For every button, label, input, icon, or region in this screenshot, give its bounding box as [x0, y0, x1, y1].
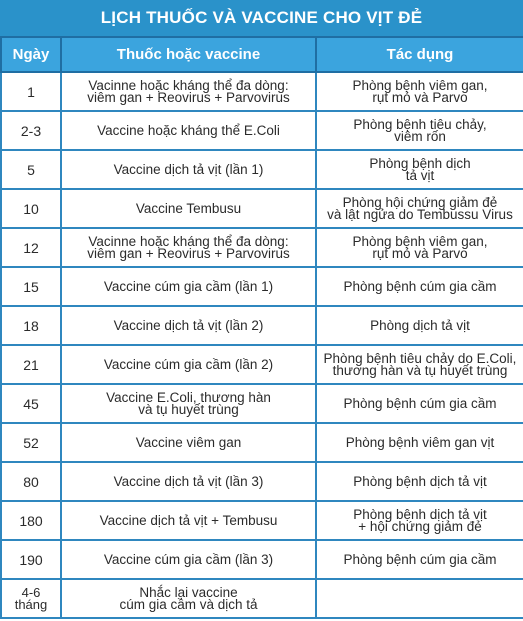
table-row	[1, 189, 523, 228]
day-cell	[1, 189, 61, 228]
medicine-cell-line: viêm gan + Reovirus + Parvovirus	[87, 89, 290, 105]
medicine-cell-line: Vaccine dịch tả vịt (lần 1)	[113, 161, 264, 177]
day-cell	[1, 501, 61, 540]
effect-cell-line: Phòng bệnh viêm gan,	[352, 77, 488, 93]
table-row	[1, 462, 523, 501]
medicine-cell-line: Vacinne hoặc kháng thể đa dòng:	[88, 77, 289, 93]
day-cell-text: 1	[27, 83, 35, 100]
table-row	[1, 111, 523, 150]
effect-cell-line: Phòng bệnh viêm gan,	[352, 233, 488, 249]
medicine-cell-line: Vaccine cúm gia cầm (lần 2)	[103, 356, 274, 372]
medicine-cell	[61, 501, 316, 540]
effect-cell	[316, 579, 523, 618]
effect-cell	[316, 345, 523, 384]
medicine-cell	[61, 267, 316, 306]
table-row	[1, 384, 523, 423]
day-cell-line: tháng	[14, 596, 48, 612]
day-cell-text: 12	[23, 239, 39, 256]
day-cell-text: 21	[23, 356, 39, 373]
medicine-cell-line: Vaccine dịch tả vịt (lần 2)	[113, 317, 264, 333]
day-cell-text: 80	[23, 473, 39, 490]
day-cell-text: 45	[23, 395, 39, 412]
effect-cell-line: Phòng bệnh dịch tả vịt	[353, 506, 487, 522]
effect-cell-line: Phòng bệnh tiêu chảy,	[353, 116, 487, 132]
medicine-cell	[61, 579, 316, 618]
table-row	[1, 150, 523, 189]
medicine-cell	[61, 462, 316, 501]
table-row	[1, 579, 523, 618]
day-cell	[1, 462, 61, 501]
effect-cell-line: rụt mỏ và Parvo	[372, 245, 468, 261]
effect-cell-line: Phòng bệnh dịch	[369, 155, 471, 171]
effect-cell-line: Phòng bệnh viêm gan vịt	[345, 434, 495, 450]
day-cell	[1, 306, 61, 345]
table-row	[1, 72, 523, 111]
effect-cell	[316, 267, 523, 306]
medicine-cell	[61, 306, 316, 345]
table-row	[1, 540, 523, 579]
day-cell	[1, 423, 61, 462]
effect-cell-line: Phòng hội chứng giảm đẻ	[342, 194, 498, 210]
schedule-body	[1, 72, 523, 618]
medicine-cell-line: Vaccine hoặc kháng thể E.Coli	[97, 122, 280, 138]
effect-cell-line: Phòng dịch tả vịt	[370, 317, 470, 333]
table-row	[1, 501, 523, 540]
effect-cell-line: Phòng bệnh dịch tả vịt	[353, 473, 487, 489]
effect-cell	[316, 462, 523, 501]
medicine-cell-line: Vaccine cúm gia cầm (lần 3)	[103, 551, 274, 567]
day-cell	[1, 150, 61, 189]
effect-cell	[316, 540, 523, 579]
medicine-cell-line: Vaccine E.Coli, thương hàn	[106, 389, 271, 405]
day-cell-text: 5	[27, 161, 35, 178]
day-cell-text: 18	[23, 317, 39, 334]
table-row	[1, 228, 523, 267]
effect-cell	[316, 501, 523, 540]
medicine-cell-line: Vaccine dịch tả vịt + Tembusu	[99, 512, 278, 528]
medicine-cell-line: viêm gan + Reovirus + Parvovirus	[87, 245, 290, 261]
medicine-cell	[61, 423, 316, 462]
medicine-cell	[61, 150, 316, 189]
day-cell	[1, 345, 61, 384]
schedule-table	[0, 36, 523, 619]
medicine-cell	[61, 540, 316, 579]
day-cell-line: 4-6	[21, 584, 41, 600]
medicine-cell-line: và tụ huyết trùng	[138, 401, 239, 417]
medicine-cell	[61, 189, 316, 228]
medicine-cell	[61, 72, 316, 111]
day-cell-text: 190	[19, 551, 43, 568]
table-row	[1, 423, 523, 462]
effect-cell-line: + hội chứng giảm đẻ	[358, 518, 482, 534]
effect-cell	[316, 150, 523, 189]
table-row	[1, 267, 523, 306]
medicine-cell-line: Vaccine viêm gan	[135, 434, 242, 450]
effect-cell-line: Phòng bệnh cúm gia cầm	[343, 278, 497, 294]
effect-cell-line: thương hàn và tụ huyết trùng	[332, 362, 508, 378]
header-medicine: Thuốc hoặc vaccine	[61, 37, 316, 72]
header-day: Ngày	[1, 37, 61, 72]
effect-cell	[316, 189, 523, 228]
day-cell	[1, 228, 61, 267]
header-effect: Tác dụng	[316, 37, 523, 72]
effect-cell-line: và lật ngửa do Tembussu Virus	[327, 206, 513, 222]
medicine-cell-line: cúm gia cầm và dịch tả	[119, 596, 258, 612]
day-cell	[1, 579, 61, 618]
schedule-title: LỊCH THUỐC VÀ VACCINE CHO VỊT ĐẺ	[0, 0, 523, 36]
medicine-cell	[61, 228, 316, 267]
day-cell-text: 10	[23, 200, 39, 217]
effect-cell-line: rụt mỏ và Parvo	[372, 89, 468, 105]
medicine-cell-line: Nhắc lại vaccine	[139, 584, 238, 600]
medicine-cell-line: Vaccine dịch tả vịt (lần 3)	[113, 473, 264, 489]
effect-cell	[316, 306, 523, 345]
effect-cell-line: Phòng bệnh cúm gia cầm	[343, 395, 497, 411]
day-cell-text: 52	[23, 434, 39, 451]
medicine-cell-line: Vaccine Tembusu	[135, 200, 242, 216]
effect-cell	[316, 384, 523, 423]
effect-cell-line: tả vịt	[405, 167, 435, 183]
day-cell	[1, 111, 61, 150]
header-row	[1, 37, 523, 72]
day-cell	[1, 72, 61, 111]
day-cell	[1, 540, 61, 579]
effect-cell-line: Phòng bệnh cúm gia cầm	[343, 551, 497, 567]
medicine-cell	[61, 111, 316, 150]
effect-cell	[316, 111, 523, 150]
day-cell-text: 180	[19, 512, 43, 529]
day-cell	[1, 384, 61, 423]
day-cell-text: 2-3	[20, 122, 42, 139]
effect-cell	[316, 72, 523, 111]
day-cell-text: 15	[23, 278, 39, 295]
table-row	[1, 306, 523, 345]
effect-cell	[316, 423, 523, 462]
effect-cell-line: Phòng bệnh tiêu chảy do E.Coli,	[323, 350, 517, 366]
medicine-cell	[61, 345, 316, 384]
day-cell	[1, 267, 61, 306]
medicine-cell-line: Vaccine cúm gia cầm (lần 1)	[103, 278, 274, 294]
effect-cell-line: viêm rốn	[394, 128, 446, 144]
medicine-cell-line: Vacinne hoặc kháng thể đa dòng:	[88, 233, 289, 249]
table-row	[1, 345, 523, 384]
medicine-cell	[61, 384, 316, 423]
effect-cell	[316, 228, 523, 267]
